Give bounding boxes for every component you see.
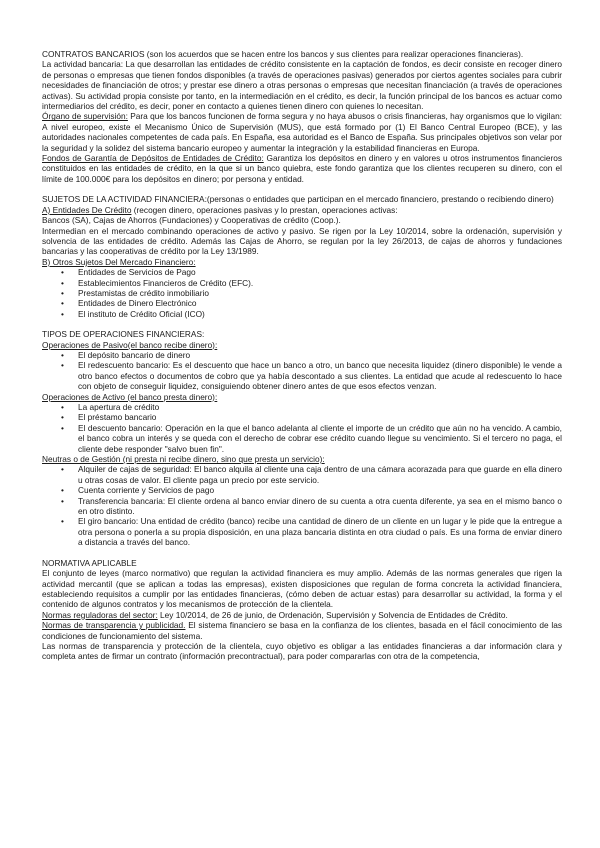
tipos-heading: TIPOS DE OPERACIONES FINANCIERAS: <box>42 329 205 340</box>
entidades-credito-line <box>42 205 562 215</box>
organo-supervision-text: Para que los bancos funcionen de forma segura y no haya abusos o crisis financieras, hay organismos que lo vigilan: A nivel europeo, existe el Mecanismo Único de Supervisión (MUS), que está formado por (1) El Banco Central Europeo (BCE), y las autoridades nacionales competentes de cada país. En España, esa autoridad es el Banco de España. Sus principales objetivos son velar por la seguridad y la solidez del sistema bancario europeo y aumentar la integración y la estabilidad financieras en Europa. <box>42 111 562 153</box>
entidades-credito-text: (recogen dinero, operaciones pasivas y lo prestan, operaciones activas: <box>131 204 398 215</box>
operaciones-activo-label: Operaciones de Activo (el banco presta dinero): <box>42 391 218 402</box>
normas-transparencia-label: Normas de transparencia y publicidad. <box>42 620 186 631</box>
list-item: • Entidades de Dinero Electrónico <box>78 298 562 308</box>
normas-reguladoras-text: Ley 10/2014, de 26 de junio, de Ordenación, Supervisión y Solvencia de Entidades de Crédito. <box>157 609 508 620</box>
fondos-garantia-paragraph <box>42 153 562 184</box>
normas-transparencia-paragraph <box>42 620 562 641</box>
list-item: • El giro bancario: Una entidad de crédito (banco) recibe una cantidad de dinero de un cliente en un lugar y le pide que la entregue a otra persona o ponerla a su propia disposición, en una plaza bancaria distinta en otra ciudad o país. Es una forma de enviar dinero a distancia a través del banco. <box>78 516 562 547</box>
operaciones-pasivo-label: Operaciones de Pasivo(el banco recibe dinero): <box>42 339 218 350</box>
list-item: • El descuento bancario: Operación en la que el banco adelanta al cliente el importe de un crédito que aún no ha vencido. A cambio, el banco cobra un interés y se queda con el derecho de cobrar ese crédito cuando llegue su vencimiento. Si el tercero no paga, el cliente debe responder "salvo buen fin". <box>78 423 562 454</box>
conjunto-leyes-paragraph: El conjunto de leyes (marco normativo) que regulan la actividad financiera es muy amplio. Además de las normas generales que rigen la actividad mercantil (que se aplican a todas las empresas), existen disposiciones que regulan de forma concreta la actividad financiera, estableciendo requisitos a cumplir por las entidades financieras, (cómo deben de actuar estas) para desarrollar su actividad, la forma y el contenido de algunos contratos y los mecanismos de protección de la clientela. <box>42 568 562 610</box>
list-item: • Prestamistas de crédito inmobiliario <box>78 288 562 298</box>
intermedian-paragraph: Intermedian en el mercado combinando operaciones de activo y pasivo. Se rigen por la Ley 10/2014, sobre la ordenación, supervisión y solvencia de las entidades de crédito. Además las Cajas de Ahorro, se regulan por la ley 26/2013, de cajas de ahorros y fundaciones bancarias y las cooperativas de crédito por la Ley 13/1989. <box>42 225 562 257</box>
normas-transparencia-text: El sistema financiero se basa en la confianza de los clientes, basada en el fácil conocimiento de las condiciones de funcionamiento del sistema. <box>42 620 562 641</box>
organo-supervision-label: Órgano de supervisión: <box>42 111 128 122</box>
entidades-credito-label: A) Entidades De Crédito <box>42 204 132 215</box>
list-item: • El redescuento bancario: Es el descuento que hace un banco a otro, un banco que necesita liquidez (dinero disponible) le vende a otro banco efectos o documentos de cobro que ya había descontado a sus clientes. La entidad que acude al redescuento lo hace con objeto de conseguir liquidez, consiguiendo obtener dinero antes de que esos efectos venzan. <box>78 360 562 391</box>
actividad-bancaria-paragraph: La actividad bancaria: La que desarrollan las entidades de crédito consistente en la captación de fondos, es decir consiste en recoger dinero de personas o empresas que tienen fondos disponibles (a través de operaciones pasivas) generados por ciertos agentes sociales para cubrir necesidades de financiación de otros; y prestar ese dinero a otras personas o empresas que necesitan financiación (a través de operaciones activas). Su actividad propia consiste por tanto, en la intermediación en el crédito, es decir, la función principal de los bancos es actuar como intermediarios del crédito, es decir, poner en contacto a quienes tienen dinero con quienes lo necesitan. <box>42 59 562 112</box>
normas-reguladoras-label: Normas reguladoras del sector: <box>42 609 158 620</box>
operaciones-neutras-list <box>42 464 562 547</box>
list-item: • La apertura de crédito <box>78 402 562 412</box>
normas-proteccion-paragraph: Las normas de transparencia y protección de la clientela, cuyo objetivo es obligar a las entidades financieras a dar información clara y completa antes de firmar un contrato (información precontractual), para poder compararlas con otra de la competencia, <box>42 640 562 662</box>
list-item: • Entidades de Servicios de Pago <box>78 267 562 277</box>
list-item: • Cuenta corriente y Servicios de pago <box>78 485 562 495</box>
list-item: • Transferencia bancaria: El cliente ordena al banco enviar dinero de su cuenta a otra cuenta diferente, ya sea en el mismo banco o en otro distinto. <box>78 496 562 517</box>
normas-reguladoras-line <box>42 610 562 620</box>
document-page <box>42 49 562 662</box>
otros-sujetos-list <box>42 267 562 319</box>
list-item: • El préstamo bancario <box>78 412 562 422</box>
contratos-heading: CONTRATOS BANCARIOS (son los acuerdos que se hacen entre los bancos y sus clientes para realizar operaciones financieras). <box>42 49 524 59</box>
sujetos-heading: SUJETOS DE LA ACTIVIDAD FINANCIERA:(personas o entidades que participan en el mercado financiero, prestando o recibiendo dinero) <box>42 194 554 205</box>
list-item: • Alquiler de cajas de seguridad: El banco alquila al cliente una caja dentro de una cámara acorazada para que guarde en ella dinero u otras cosas de valor. El cliente paga un precio por este servicio. <box>78 464 562 485</box>
list-item: • El depósito bancario de dinero <box>78 350 562 360</box>
operaciones-neutras-label: Neutras o de Gestión (ni presta ni recibe dinero, sino que presta un servicio): <box>42 454 325 465</box>
operaciones-activo-list <box>42 402 562 454</box>
bancos-line: Bancos (SA), Cajas de Ahorros (Fundaciones) y Cooperativas de crédito (Coop.). <box>42 215 341 226</box>
list-item: • Establecimientos Financieros de Crédito (EFC). <box>78 278 562 288</box>
operaciones-pasivo-list <box>42 350 562 392</box>
otros-sujetos-label: B) Otros Sujetos Del Mercado Financiero: <box>42 256 196 267</box>
list-item: • El instituto de Crédito Oficial (ICO) <box>78 309 562 319</box>
normativa-heading: NORMATIVA APLICABLE <box>42 557 137 568</box>
fondos-garantia-text: Garantiza los depósitos en dinero y en valores u otros instrumentos financieros constituidos en las entidades de crédito, en la que si un banco quiebra, este fondo garantiza que los clientes recuperen su dinero, con el límite de 100.000€ para los depósitos en dinero; por persona y entidad. <box>42 153 562 184</box>
fondos-garantia-label: Fondos de Garantía de Depósitos de Entidades de Crédito: <box>42 153 264 164</box>
organo-supervision-paragraph <box>42 111 562 153</box>
